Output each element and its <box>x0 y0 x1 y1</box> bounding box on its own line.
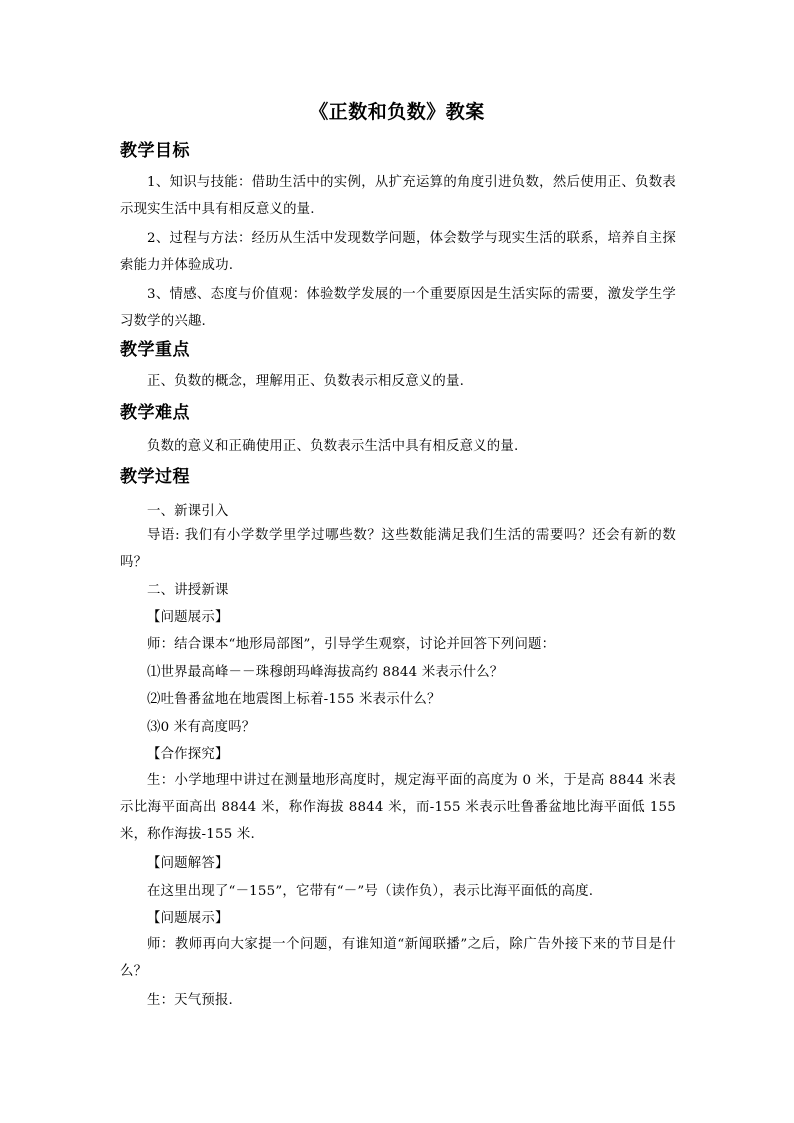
question-2: ⑵吐鲁番盆地在地震图上标着-155 米表示什么？ <box>147 692 441 707</box>
section-heading-difficulties: 教学难点 <box>120 403 190 423</box>
block-label-cooperative-inquiry: 【合作探究】 <box>147 747 229 762</box>
section-heading-objectives: 教学目标 <box>120 141 190 161</box>
objective-item-2: 2、过程与方法：经历从生活中发现数学问题，体会数学与现实生活的联系，培养自主探索能力并体验成功. <box>120 231 676 273</box>
question-1: ⑴世界最高峰－－珠穆朗玛峰海拔高约 8844 米表示什么？ <box>147 665 504 680</box>
key-points-text: 正、负数的概念，理解用正、负数表示相反意义的量. <box>147 374 465 389</box>
section-heading-process: 教学过程 <box>120 467 190 487</box>
intro-text: 导语: 我们有小学数学里学过哪些数？这些数能满足我们生活的需要吗？还会有新的数吗？ <box>120 528 676 570</box>
negative-sign-explanation: 在这里出现了“－155”，它带有“－”号（读作负），表示比海平面低的高度. <box>147 884 594 899</box>
student-answer-altitude: 生：小学地理中讲过在测量地形高度时，规定海平面的高度为 0 米，于是高 8844 米表示比海平面高出 8844 米，称作海拔 8844 米，而-155 米表示吐鲁番盆地比海平面低 155 米，称作海拔-155 米. <box>120 773 676 842</box>
teacher-prompt: 师：结合课本“地形局部图”，引导学生观察，讨论并回答下列问题： <box>147 637 556 652</box>
part-title-new-lesson: 二、讲授新课 <box>147 583 229 598</box>
teacher-question-news: 师：教师再向大家提一个问题，有谁知道“新闻联播”之后，除广告外接下来的节目是什么？ <box>120 937 676 979</box>
objective-item-3: 3、情感、态度与价值观：体验数学发展的一个重要原因是生活实际的需要，激发学生学习数学的兴趣. <box>120 287 676 329</box>
section-heading-key-points: 教学重点 <box>120 340 190 360</box>
part-title-intro: 一、新课引入 <box>147 504 229 519</box>
question-3: ⑶0 米有高度吗？ <box>147 720 256 735</box>
difficulties-text: 负数的意义和正确使用正、负数表示生活中具有相反意义的量. <box>147 439 519 454</box>
objective-item-1: 1、知识与技能：借助生活中的实例，从扩充运算的角度引进负数，然后使用正、负数表示现实生活中具有相反意义的量. <box>120 175 676 217</box>
document-title: 《正数和负数》教案 <box>309 101 485 123</box>
student-answer-weather: 生：天气预报. <box>147 993 233 1008</box>
block-label-problem-display: 【问题展示】 <box>147 610 229 625</box>
block-label-problem-display-2: 【问题展示】 <box>147 911 229 926</box>
block-label-problem-answer: 【问题解答】 <box>147 856 229 871</box>
